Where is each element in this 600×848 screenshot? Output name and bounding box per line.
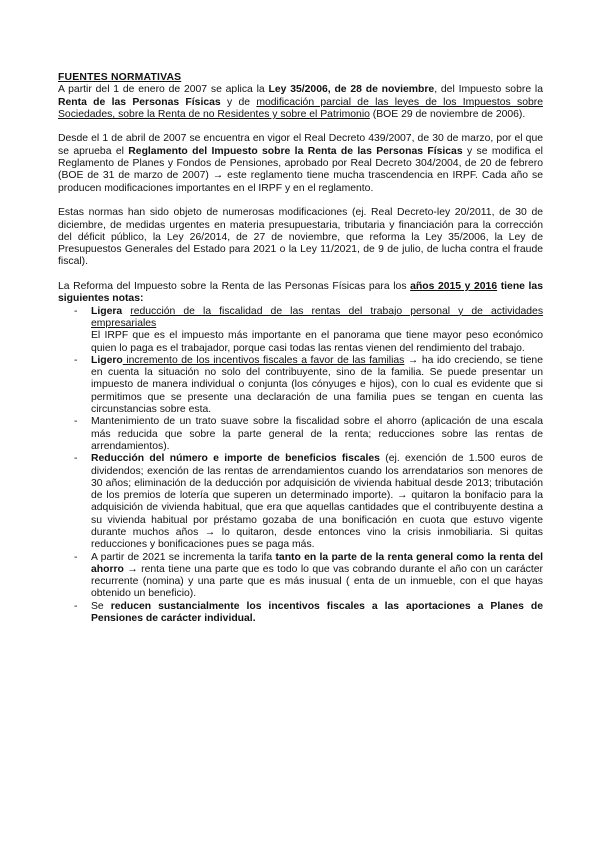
spacer [58,195,543,207]
list-dash: - [74,305,78,317]
list-item: - Se reducen sustancialmente los incentivos fiscales a las aportaciones a Planes de Pensiones de carácter individual. [74,600,544,625]
list-item: - Ligera reducción de la fiscalidad de las rentas del trabajo personal y de actividades empresariales El IRPF que es el impuesto más importante en el panorama que tiene mayor peso económico quien lo paga es el trabajador, porque casi todas las rentas vienen del rendimiento del trabajo. [74,305,544,354]
list-dash: - [74,354,78,366]
notes-list [58,306,543,626]
spacer [58,121,543,133]
list-dash: - [74,600,78,612]
list-item: - Ligero incremento de los incentivos fiscales a favor de las familias → ha ido creciendo, se tiene en cuenta la situación no solo del contribuyente, sino de la familia. Se puede presentar un impuesto de manera individual o conjunta (los cónyuges e hijos), con lo cual es evidente que si permitimos que se presente una declaración de una familia pues se tengan en cuenta las circunstancias sobre esta. [74,354,543,416]
paragraph-modificaciones: Estas normas han sido objeto de numerosas modificaciones (ej. Real Decreto-ley 20/2011, de 30 de diciembre, de medidas urgentes en materia presupuestaria, tributaria y financiación para la corrección del déficit público, la Ley 26/2014, de 27 de noviembre, que reforma la Ley 35/2006, la Ley de Presupuestos Generales del Estado para 2021 o la Ley 11/2021, de 9 de julio, de lucha contra el fraude fiscal). [58,207,543,268]
paragraph-reglamento: Desde el 1 de abril de 2007 se encuentra en vigor el Real Decreto 439/2007, de 30 de marzo, por el que se aprueba el Reglamento del Impuesto sobre la Renta de las Personas Físicas y se modifica el Reglamento de Planes y Fondos de Pensiones, aprobado por Real Decreto 304/2004, de 20 de febrero (BOE de 31 de marzo de 2007) → este reglamento tiene mucha trascendencia en IRPF. Cada año se producen modificaciones importantes en el IRPF y en el reglamento. [58,133,543,194]
spacer [58,269,543,281]
list-dash: - [74,551,78,563]
document-page [58,72,543,625]
list-item: - Reducción del número e importe de beneficios fiscales (ej. exención de 1.500 euros de dividendos; exención de las rentas de arrendamientos cuando los arrendatarios son menores de 30 años; eliminación de la deducción por adquisición de vivienda habitual desde 2013; tributación de los premios de lotería que superen un determinado importe). → quitaron la bonifacio para la adquisición de vivienda habitual, que era que aquellas cantidades que el contribuyente destina a su vivienda habitual por préstamo gozaba de una bonificación en cuota que estuvo vigente durante muchos años → lo quitaron, desde entonces vino la crisis inmobiliaria. Si quitas reducciones y bonificaciones pues se paga más. [74,453,543,551]
list-item: - A partir de 2021 se incrementa la tarifa tanto en la parte de la renta general como la renta del ahorro → renta tiene una parte que es todo lo que vas cobrando durante el año con un carácter recurrente (nomina) y una parte que es más inusual ( enta de un inmueble, con el que hayas obtenido un beneficio). [74,551,544,600]
list-dash: - [74,453,78,465]
list-dash: - [74,416,78,428]
paragraph-reforma: La Reforma del Impuesto sobre la Renta de las Personas Físicas para los años 2015 y 2016 tiene las siguientes notas: [58,281,543,305]
list-item: - Mantenimiento de un trato suave sobre la fiscalidad sobre el ahorro (aplicación de una escala más reducida que sobre la parte general de la renta; reducciones sobre las rentas de arrendamientos). [74,416,543,452]
section-title: FUENTES NORMATIVAS [58,72,182,83]
paragraph-ley-35-2006: A partir del 1 de enero de 2007 se aplica la Ley 35/2006, de 28 de noviembre, del Impuesto sobre la Renta de las Personas Físicas y de modificación parcial de las leyes de los Impuestos sobre Sociedades, sobre la Renta de no Residentes y sobre el Patrimonio (BOE 29 de noviembre de 2006). [58,84,543,120]
